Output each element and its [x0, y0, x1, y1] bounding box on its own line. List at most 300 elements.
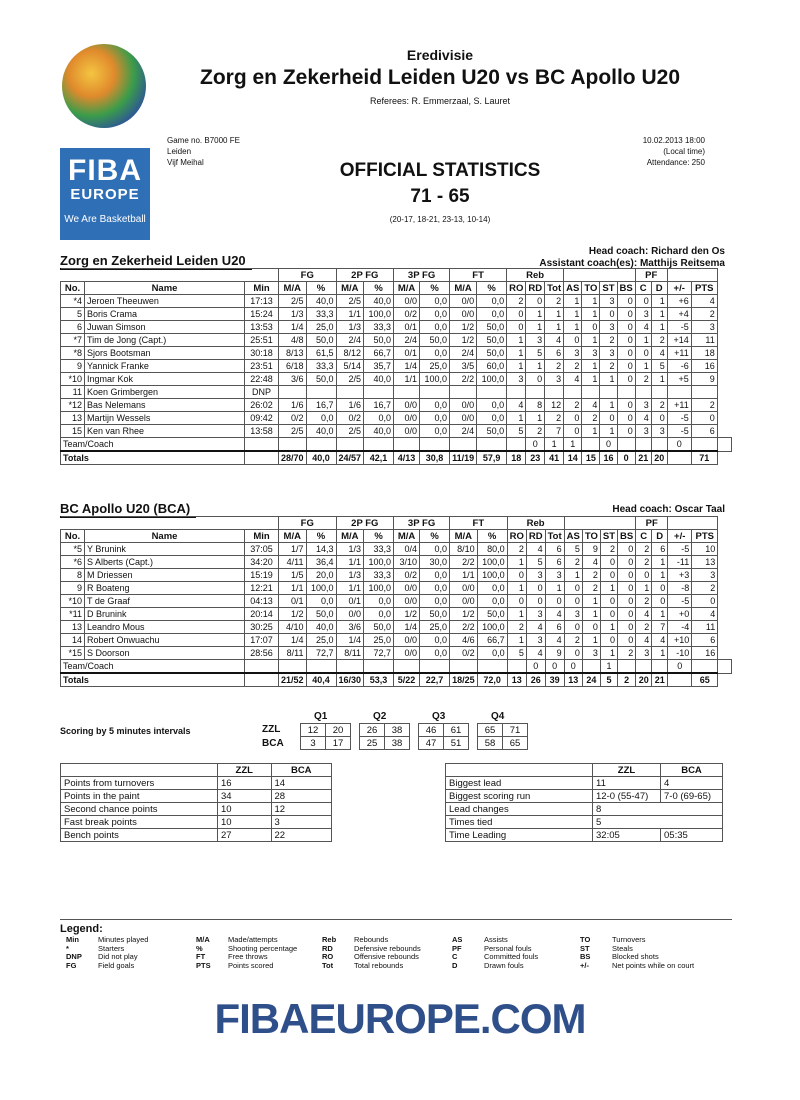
- stat-cell: 0,0: [477, 412, 507, 425]
- column-header: RD: [526, 530, 545, 543]
- group-header: 3P FG: [394, 517, 450, 530]
- stat-cell: [692, 660, 718, 674]
- misc-label: Points in the paint: [61, 790, 218, 803]
- stat-cell: 3: [526, 569, 545, 582]
- stat-cell: 0: [692, 595, 718, 608]
- legend-value: Turnovers: [612, 935, 646, 944]
- stat-cell: 3: [582, 347, 600, 360]
- legend-item: [66, 962, 148, 971]
- column-header-row: [61, 282, 732, 295]
- player-number: 13: [61, 621, 85, 634]
- stat-cell: 0: [600, 569, 617, 582]
- table-row: [61, 399, 732, 412]
- stat-cell: 33,3: [306, 360, 336, 373]
- column-header-row: [61, 530, 732, 543]
- table-row: [446, 829, 723, 842]
- table-row: [446, 816, 723, 829]
- interval-box: [477, 723, 528, 750]
- stat-cell: 1: [600, 425, 617, 438]
- interval-row-zzl: [478, 724, 528, 737]
- group-spacer: [667, 269, 717, 282]
- misc-header-row: [446, 764, 723, 777]
- interval-score: 65: [478, 724, 503, 737]
- stat-cell: 0/0: [394, 647, 420, 660]
- stat-cell: 3/5: [450, 360, 477, 373]
- legend-value: Shooting percentage: [228, 943, 298, 953]
- player-name: R Boateng: [85, 582, 245, 595]
- stat-cell: [420, 438, 450, 452]
- team1-name: Zorg en Zekerheid Leiden U20: [60, 253, 252, 270]
- legend-key: D: [452, 960, 458, 970]
- table-row: [446, 777, 723, 790]
- stat-cell: 3: [545, 373, 564, 386]
- stat-cell: 4: [526, 621, 545, 634]
- stat-cell: 3: [635, 425, 651, 438]
- stat-cell: 50,0: [364, 621, 394, 634]
- player-number: *7: [61, 334, 85, 347]
- quarter-scores: (20-17, 18-21, 23-13, 10-14): [389, 215, 491, 224]
- stat-cell: [718, 660, 732, 674]
- stat-cell: 20,0: [306, 569, 336, 582]
- stat-cell: [306, 386, 336, 399]
- stat-cell: +10: [668, 634, 692, 647]
- team2-head-coach: Head coach: Oscar Taal: [612, 504, 725, 515]
- group-header: Reb: [507, 517, 564, 530]
- stat-cell: 0/0: [450, 412, 477, 425]
- table-row: [61, 347, 732, 360]
- game-number: Game no. B7000 FE: [167, 136, 240, 145]
- stat-cell: 2: [545, 360, 564, 373]
- stat-cell: [245, 451, 279, 465]
- stat-cell: 16: [600, 451, 617, 465]
- stat-cell: 0,0: [420, 321, 450, 334]
- stat-cell: 0,0: [306, 595, 336, 608]
- stat-cell: 42,1: [364, 451, 394, 465]
- stat-cell: 4: [635, 412, 651, 425]
- stat-cell: [279, 660, 307, 674]
- team1-head-coach: Head coach: Richard den Os: [588, 246, 725, 257]
- stat-cell: 0,0: [420, 647, 450, 660]
- column-header: BS: [617, 282, 635, 295]
- player-number: *11: [61, 608, 85, 621]
- player-name: Y Brunink: [85, 543, 245, 556]
- stat-cell: 0: [617, 321, 635, 334]
- stat-cell: 50,0: [364, 334, 394, 347]
- stat-cell: 2: [564, 634, 582, 647]
- stat-cell: 0/0: [394, 595, 420, 608]
- stat-cell: 1: [507, 347, 526, 360]
- group-header: FG: [279, 517, 337, 530]
- stat-cell: 4: [545, 334, 564, 347]
- misc-value: 16: [218, 777, 272, 790]
- legend-value: Net points while on court: [612, 960, 695, 970]
- legend-key: +/-: [580, 960, 589, 970]
- stat-cell: 40,0: [306, 451, 336, 465]
- interval-score: 17: [326, 737, 351, 750]
- intervals-label: Scoring by 5 minutes intervals: [60, 726, 191, 736]
- player-number: *6: [61, 556, 85, 569]
- stat-cell: 25,0: [364, 634, 394, 647]
- table-row: [61, 595, 732, 608]
- stat-cell: [245, 660, 279, 674]
- stat-cell: 1: [651, 295, 667, 308]
- stat-cell: 2: [582, 582, 600, 595]
- group-header: FG: [279, 269, 337, 282]
- stat-cell: 0/0: [394, 425, 420, 438]
- footer-brand: FIBAEUROPE.COM: [214, 995, 586, 1042]
- stat-cell: 20: [636, 673, 652, 687]
- stat-cell: 40,0: [306, 295, 336, 308]
- stat-cell: 0: [618, 582, 636, 595]
- stat-cell: 26: [526, 673, 545, 687]
- stat-cell: 0/1: [336, 595, 364, 608]
- stat-cell: 1/6: [336, 399, 364, 412]
- stat-cell: 2/5: [336, 295, 364, 308]
- stat-cell: 3: [507, 373, 526, 386]
- stat-cell: 3/10: [394, 556, 420, 569]
- stat-cell: [364, 660, 394, 674]
- stat-cell: 8/13: [279, 347, 307, 360]
- player-name: Juwan Simson: [85, 321, 245, 334]
- misc-value: 32:05: [593, 829, 661, 842]
- stat-cell: 1: [526, 360, 545, 373]
- stat-cell: 26:02: [245, 399, 279, 412]
- stat-cell: [507, 438, 526, 452]
- player-name: Ken van Rhee: [85, 425, 245, 438]
- column-header: AS: [564, 530, 582, 543]
- stat-cell: 36,4: [306, 556, 336, 569]
- stat-cell: 0: [545, 660, 564, 674]
- logo-text-fiba: FIBA: [68, 154, 142, 187]
- legend-column: [580, 936, 694, 970]
- stat-cell: 10: [692, 543, 718, 556]
- stat-cell: 0: [564, 595, 582, 608]
- stat-cell: 1/1: [394, 373, 420, 386]
- stat-cell: 0: [507, 308, 526, 321]
- stat-cell: 1: [651, 373, 667, 386]
- stat-cell: 0,0: [420, 295, 450, 308]
- player-name: S Doorson: [85, 647, 245, 660]
- group-spacer: [564, 517, 636, 530]
- team-coach-row: [61, 660, 732, 674]
- stat-cell: 1: [582, 373, 600, 386]
- column-header: BS: [618, 530, 636, 543]
- stat-cell: 1: [526, 412, 545, 425]
- column-header: M/A: [394, 530, 420, 543]
- team-coach-label: Team/Coach: [61, 660, 245, 674]
- legend-value: Committed fouls: [484, 952, 539, 961]
- stat-cell: 2: [582, 569, 600, 582]
- stat-cell: 0/2: [394, 569, 420, 582]
- stat-cell: 2: [545, 412, 564, 425]
- stat-cell: 0: [617, 451, 635, 465]
- legend-key: Reb: [322, 935, 337, 944]
- legend-key: Min: [66, 935, 79, 944]
- table-row: [61, 556, 732, 569]
- stat-cell: 39: [545, 673, 564, 687]
- stat-cell: 1: [545, 308, 564, 321]
- misc-header: ZZL: [218, 764, 272, 777]
- stat-cell: 2: [636, 621, 652, 634]
- logo-text-europe: EUROPE: [70, 186, 140, 203]
- column-header: AS: [564, 282, 582, 295]
- interval-box: [418, 723, 469, 750]
- stat-cell: 1/4: [394, 621, 420, 634]
- stat-cell: [668, 673, 692, 687]
- stat-cell: 4: [526, 543, 545, 556]
- stat-cell: 0: [564, 334, 582, 347]
- stat-cell: 0,0: [420, 595, 450, 608]
- misc-value: 8: [593, 803, 723, 816]
- stat-cell: -10: [668, 647, 692, 660]
- player-number: 6: [61, 321, 85, 334]
- stat-cell: 0,0: [420, 569, 450, 582]
- legend-key: *: [66, 943, 69, 953]
- stat-cell: 0,0: [364, 608, 394, 621]
- stat-cell: 2: [507, 621, 526, 634]
- stat-cell: 2: [651, 334, 667, 347]
- stat-cell: -5: [668, 543, 692, 556]
- misc-value: 5: [593, 816, 723, 829]
- stat-cell: 6: [545, 621, 564, 634]
- misc-value: 12: [271, 803, 331, 816]
- stat-cell: 1: [564, 438, 582, 452]
- stat-cell: 23:51: [245, 360, 279, 373]
- stat-cell: 1: [582, 334, 600, 347]
- stat-cell: 1: [507, 360, 526, 373]
- legend-value: Defensive rebounds: [354, 943, 421, 953]
- stat-cell: 1/1: [279, 582, 307, 595]
- interval-score: 25: [360, 737, 385, 750]
- stat-cell: [394, 386, 420, 399]
- stat-cell: 0: [600, 308, 617, 321]
- stat-cell: 5: [651, 360, 667, 373]
- stat-cell: 8/11: [336, 647, 364, 660]
- stat-cell: 1: [526, 321, 545, 334]
- stat-cell: 40,0: [364, 373, 394, 386]
- group-header-row: [61, 517, 732, 530]
- interval-row-bca: [419, 737, 469, 750]
- stat-cell: 11: [692, 621, 718, 634]
- stat-cell: 0,0: [477, 399, 507, 412]
- stat-cell: 1: [507, 634, 526, 647]
- stat-cell: [600, 386, 617, 399]
- stat-cell: 2/2: [450, 621, 478, 634]
- interval-row-bca: [478, 737, 528, 750]
- stat-cell: 25,0: [306, 634, 336, 647]
- stat-cell: 1/1: [336, 556, 364, 569]
- stat-cell: 0: [691, 412, 717, 425]
- stat-cell: +6: [667, 295, 691, 308]
- player-name: Leandro Mous: [85, 621, 245, 634]
- stat-cell: 17:13: [245, 295, 279, 308]
- stat-cell: 50,0: [477, 334, 507, 347]
- misc-label: Lead changes: [446, 803, 593, 816]
- misc-value: 14: [271, 777, 331, 790]
- interval-box: [359, 723, 410, 750]
- stat-cell: 61,5: [306, 347, 336, 360]
- column-header: RO: [507, 282, 526, 295]
- misc-value: 22: [271, 829, 331, 842]
- misc-header-row: [61, 764, 332, 777]
- stat-cell: 4: [652, 634, 668, 647]
- stat-cell: 25,0: [420, 621, 450, 634]
- stat-cell: 0: [600, 595, 617, 608]
- stat-cell: 53,3: [364, 673, 394, 687]
- stat-cell: 14: [564, 451, 582, 465]
- stat-cell: [306, 660, 336, 674]
- column-header: %: [306, 530, 336, 543]
- basketball-globe-logo: [62, 44, 146, 128]
- stat-cell: +0: [668, 608, 692, 621]
- stat-cell: 4: [564, 373, 582, 386]
- game-info: [167, 135, 240, 168]
- stat-cell: 8/11: [279, 647, 307, 660]
- stat-cell: 8: [526, 399, 545, 412]
- stat-cell: 100,0: [477, 556, 507, 569]
- game-datetime: 10.02.2013 18:00: [642, 136, 705, 145]
- stat-cell: 0,0: [477, 295, 507, 308]
- legend-key: TO: [580, 935, 591, 944]
- legend-value: Offensive rebounds: [354, 952, 419, 961]
- group-spacer: [245, 269, 279, 282]
- legend-key: M/A: [196, 935, 210, 944]
- player-number: *10: [61, 373, 85, 386]
- stat-cell: 1: [582, 295, 600, 308]
- player-name: Ingmar Kok: [85, 373, 245, 386]
- misc-header: [446, 764, 593, 777]
- table-row: [61, 647, 732, 660]
- table-row: [61, 803, 332, 816]
- game-time-info: [643, 135, 705, 168]
- fiba-europe-logo: [60, 148, 150, 240]
- stat-cell: 2: [564, 360, 582, 373]
- local-time-note: (Local time): [663, 147, 705, 156]
- team-coach-row: [61, 438, 732, 452]
- misc-value: 4: [661, 777, 723, 790]
- stat-cell: 4/11: [279, 556, 307, 569]
- legend-key: %: [196, 943, 203, 953]
- stat-cell: 0/1: [394, 347, 420, 360]
- stat-cell: 0: [564, 621, 582, 634]
- stat-cell: 0: [526, 582, 545, 595]
- stat-cell: 3: [564, 347, 582, 360]
- stat-cell: 6: [691, 425, 717, 438]
- table-row: [61, 777, 332, 790]
- stat-cell: 0: [600, 608, 617, 621]
- stat-cell: [545, 386, 564, 399]
- column-header: PTS: [691, 282, 717, 295]
- column-header: %: [420, 530, 450, 543]
- stat-cell: 1/6: [279, 399, 307, 412]
- interval-score: 12: [301, 724, 326, 737]
- stat-cell: 0: [618, 595, 636, 608]
- stat-cell: 3: [692, 569, 718, 582]
- stat-cell: 4/6: [450, 634, 478, 647]
- stat-cell: 30,0: [420, 556, 450, 569]
- stat-cell: 100,0: [306, 582, 336, 595]
- stat-cell: -8: [668, 582, 692, 595]
- column-header: Min: [245, 530, 279, 543]
- stat-cell: 1/4: [336, 634, 364, 647]
- group-header: 2P FG: [336, 517, 394, 530]
- stat-cell: [364, 386, 394, 399]
- stat-cell: [279, 438, 307, 452]
- stat-cell: 1/2: [394, 608, 420, 621]
- totals-row: [61, 673, 732, 687]
- match-title: Zorg en Zekerheid Leiden U20 vs BC Apollo U20: [200, 66, 680, 89]
- stat-cell: 100,0: [477, 373, 507, 386]
- misc-value: 05:35: [661, 829, 723, 842]
- stat-cell: 2: [600, 360, 617, 373]
- stat-cell: 3: [635, 399, 651, 412]
- stat-cell: 33,3: [364, 569, 394, 582]
- group-spacer: [61, 269, 85, 282]
- stat-cell: 0/0: [394, 412, 420, 425]
- stat-cell: [306, 438, 336, 452]
- group-spacer: [564, 269, 636, 282]
- stat-cell: 0,0: [420, 399, 450, 412]
- column-header: %: [306, 282, 336, 295]
- stat-cell: 100,0: [364, 556, 394, 569]
- stat-cell: 1: [652, 556, 668, 569]
- misc-header: ZZL: [593, 764, 661, 777]
- totals-label: Totals: [61, 673, 245, 687]
- stat-cell: 0/0: [450, 295, 477, 308]
- team1-assistant-coach: Assistant coach(es): Matthijs Reitsema: [539, 258, 725, 269]
- stat-cell: [420, 386, 450, 399]
- stat-cell: 60,0: [477, 360, 507, 373]
- stat-cell: 1/1: [450, 569, 478, 582]
- stat-cell: 20:14: [245, 608, 279, 621]
- stat-cell: 0: [600, 556, 617, 569]
- stat-cell: 0: [564, 660, 582, 674]
- stat-cell: 2: [691, 308, 717, 321]
- misc-header: [61, 764, 218, 777]
- legend-key: PTS: [196, 960, 211, 970]
- stat-cell: 1: [651, 321, 667, 334]
- stat-cell: 1: [545, 582, 564, 595]
- stat-cell: 0,0: [420, 412, 450, 425]
- stat-cell: [336, 660, 364, 674]
- stat-cell: -5: [668, 595, 692, 608]
- stat-cell: 37:05: [245, 543, 279, 556]
- player-number: *10: [61, 595, 85, 608]
- stat-cell: 0: [582, 621, 600, 634]
- stat-cell: 18: [691, 347, 717, 360]
- interval-score: 65: [503, 737, 528, 750]
- misc-header: BCA: [661, 764, 723, 777]
- player-number: 13: [61, 412, 85, 425]
- stat-cell: 1: [635, 360, 651, 373]
- misc-label: Points from turnovers: [61, 777, 218, 790]
- stat-cell: 0: [600, 634, 617, 647]
- team2-stats-table: [60, 516, 732, 687]
- table-row: [61, 425, 732, 438]
- legend-column: [196, 936, 297, 970]
- legend-value: Minutes played: [98, 935, 149, 944]
- interval-row-bca: [301, 737, 351, 750]
- player-name: D Brunink: [85, 608, 245, 621]
- legend-value: Assists: [484, 935, 508, 944]
- column-header: PTS: [692, 530, 718, 543]
- interval-score: 71: [503, 724, 528, 737]
- legend-key: Tot: [322, 960, 334, 970]
- stat-cell: +5: [667, 373, 691, 386]
- stat-cell: 4/8: [279, 334, 307, 347]
- column-header: TO: [582, 530, 600, 543]
- stat-cell: 4: [507, 399, 526, 412]
